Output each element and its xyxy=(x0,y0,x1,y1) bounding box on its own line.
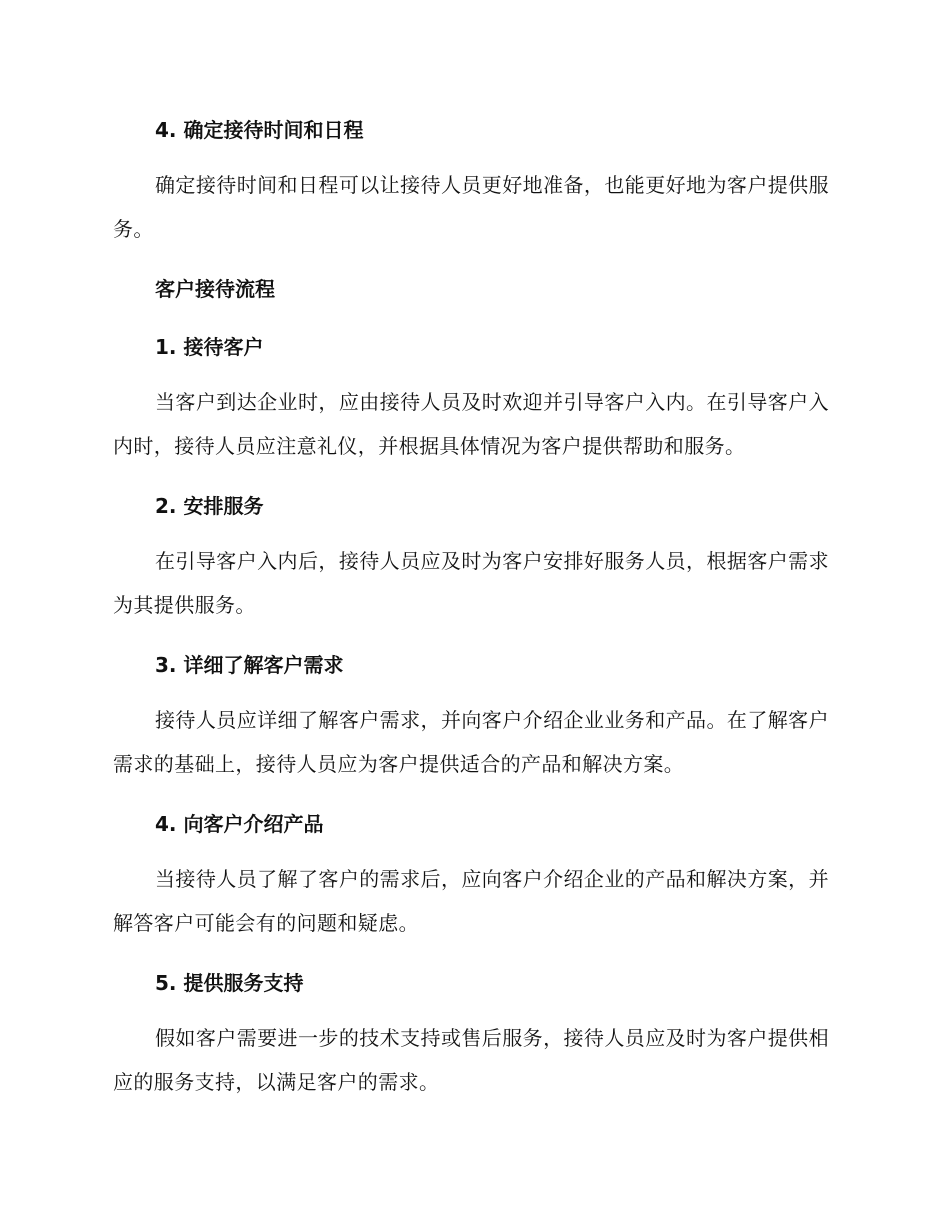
paragraph: 当客户到达企业时，应由接待人员及时欢迎并引导客户入内。在引导客户入内时，接待人员应注意礼仪，并根据具体情况为客户提供帮助和服务。 xyxy=(113,390,829,458)
section-heading: 4. 向客户介绍产品 xyxy=(155,812,324,836)
section-heading: 2. 安排服务 xyxy=(155,494,264,518)
paragraph: 当接待人员了解了客户的需求后，应向客户介绍企业的产品和解决方案，并解答客户可能会有的问题和疑虑。 xyxy=(113,867,829,935)
document-body xyxy=(113,110,829,1104)
paragraph: 在引导客户入内后，接待人员应及时为客户安排好服务人员，根据客户需求为其提供服务。 xyxy=(113,549,829,617)
section-title: 客户接待流程 xyxy=(155,277,275,301)
paragraph: 接待人员应详细了解客户需求，并向客户介绍企业业务和产品。在了解客户需求的基础上，接待人员应为客户提供适合的产品和解决方案。 xyxy=(113,708,829,776)
paragraph: 确定接待时间和日程可以让接待人员更好地准备，也能更好地为客户提供服务。 xyxy=(113,173,829,241)
section-heading: 1. 接待客户 xyxy=(155,335,264,359)
section-heading: 3. 详细了解客户需求 xyxy=(155,653,344,677)
section-heading: 5. 提供服务支持 xyxy=(155,971,304,995)
paragraph: 假如客户需要进一步的技术支持或售后服务，接待人员应及时为客户提供相应的服务支持，以满足客户的需求。 xyxy=(113,1026,829,1094)
section-heading: 4. 确定接待时间和日程 xyxy=(155,118,364,142)
